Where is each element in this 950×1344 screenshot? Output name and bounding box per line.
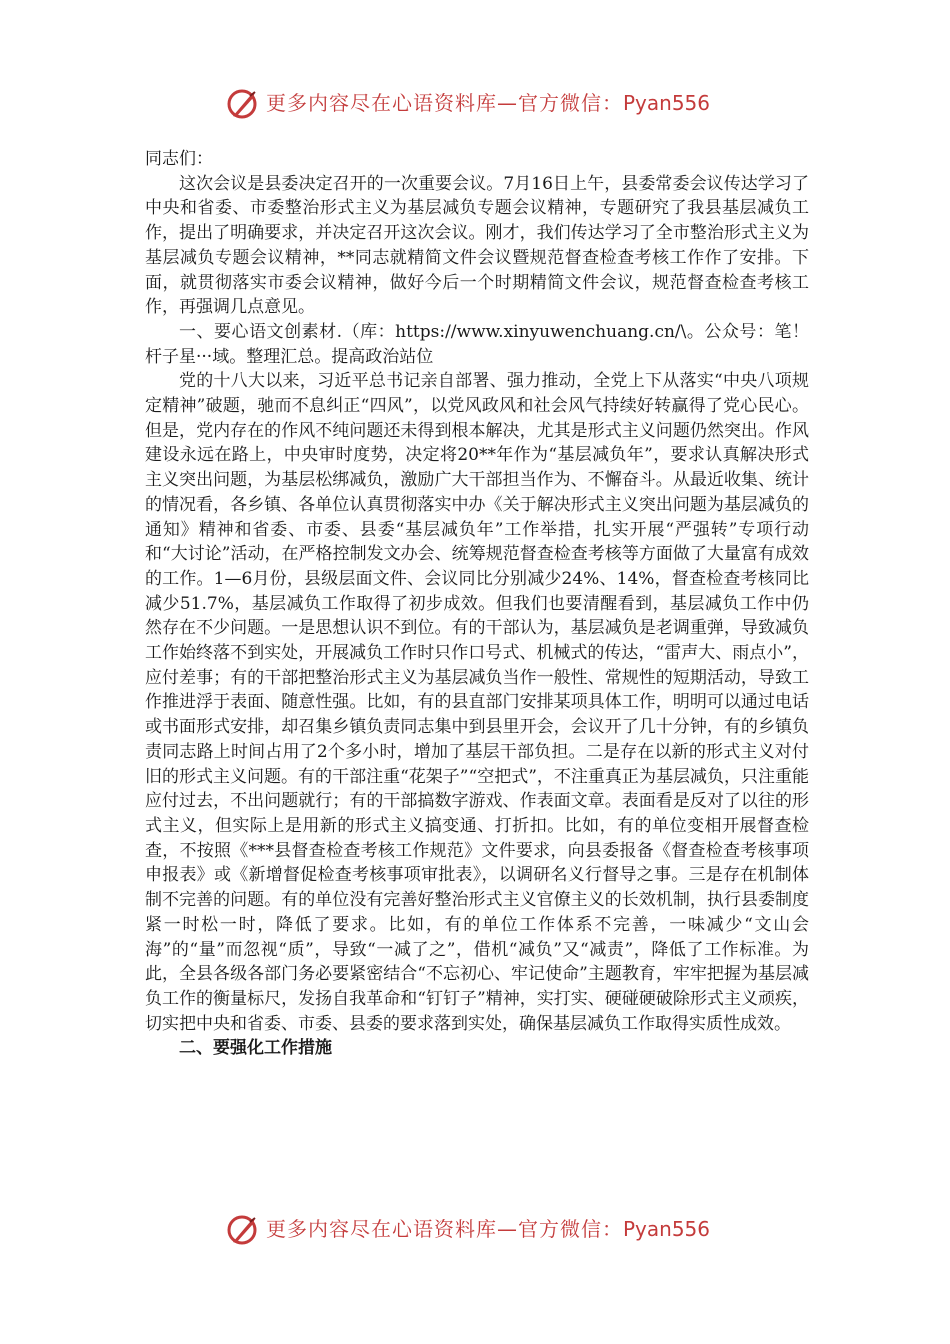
pen-logo-icon	[226, 1212, 262, 1248]
section-heading-2: 二、要强化工作措施	[179, 1038, 332, 1059]
header-banner	[0, 84, 950, 124]
header-wechat-id: Pyan556	[623, 91, 711, 115]
intro-paragraph: 这次会议是县委决定召开的一次重要会议。7月16日上午，县委常委会议传达学习了中央和省委、市委整治形式主义为基层减负专题会议精神，专题研究了我县基层减负工作，提出了明确要求，并决定召开这次会议。刚才，我们传达学习了全市整治形式主义为基层减负专题会议精神，**同志就精简文件会议暨规范督查检查考核工作作了安排。下面，就贯彻落实市委会议精神，做好今后一个时期精简文件会议，规范督查检查考核工作，再强调几点意见。	[145, 173, 809, 318]
body-paragraph-1: 党的十八大以来，习近平总书记亲自部署、强力推动，全党上下从落实“中央八项规定精神”破题，驰而不息纠正“四风”，以党风政风和社会风气持续好转赢得了党心民心。但是，党内存在的作风不纯问题还未得到根本解决，尤其是形式主义问题仍然突出。作风建设永远在路上，中央审时度势，决定将20**年作为“基层减负年”，要求认真解决形式主义突出问题，为基层松绑减负，激励广大干部担当作为、不懈奋斗。从最近收集、统计的情况看，各乡镇、各单位认真贯彻落实中办《关于解决形式主义突出问题为基层减负的通知》精神和省委、市委、县委“基层减负年”工作举措，扎实开展“严强转”专项行动和“大讨论”活动，在严格控制发文办会、统筹规范督查检查考核等方面做了大量富有成效的工作。1—6月份，县级层面文件、会议同比分别减少24%、14%，督查检查考核同比减少51.7%，基层减负工作取得了初步成效。但我们也要清醒看到，基层减负工作中仍然存在不少问题。一是思想认识不到位。有的干部认为，基层减负是老调重弹，导致减负工作始终落不到实处，开展减负工作时只作口号式、机械式的传达，“雷声大、雨点小”，应付差事；有的干部把整治形式主义为基层减负当作一般性、常规性的短期活动，导致工作推进浮于表面、随意性强。比如，有的县直部门安排某项具体工作，明明可以通过电话或书面形式安排，却召集乡镇负责同志集中到县里开会，会议开了几十分钟，有的乡镇负责同志路上时间占用了2个多小时，增加了基层干部负担。二是存在以新的形式主义对付旧的形式主义问题。有的干部注重“花架子”“空把式”，不注重真正为基层减负，只注重能应付过去，不出问题就行；有的干部搞数字游戏、作表面文章。表面看是反对了以往的形式主义，但实际上是用新的形式主义搞变通、打折扣。比如，有的单位变相开展督查检查，不按照《***县督查检查考核工作规范》文件要求，向县委报备《督查检查考核事项申报表》或《新增督促检查考核事项审批表》，以调研名义行督导之事。三是存在机制体制不完善的问题。有的单位没有完善好整治形式主义官僚主义的长效机制，执行县委制度紧一时松一时，降低了要求。比如，有的单位工作体系不完善，一味减少“文山会海”的“量”而忽视“质”，导致“一减了之”，借机“减负”又“减责”，降低了工作标准。为此，全县各级各部门务必要紧密结合“不忘初心、牢记使命”主题教育，牢牢把握为基层减负工作的衡量标尺，发扬自我革命和“钉钉子”精神，实打实、硬碰硬破除形式主义顽疾，切实把中央和省委、市委、县委的要求落到实处，确保基层减负工作取得实质性成效。	[145, 371, 809, 1034]
footer-banner-text: 更多内容尽在心语资料库—官方微信：Pyan556	[266, 1217, 711, 1241]
section-heading-1: 一、要心语文创素材.（库：https://www.xinyuwenchuang.cn/\。公众号：笔！杆子星···域。整理汇总。提高政治站位	[145, 321, 809, 367]
pen-logo-icon	[226, 86, 262, 122]
salutation: 同志们：	[145, 149, 213, 169]
footer-banner	[0, 1210, 950, 1250]
footer-wechat-id: Pyan556	[623, 1217, 711, 1241]
header-banner-text: 更多内容尽在心语资料库—官方微信：Pyan556	[266, 91, 711, 115]
document-body	[145, 147, 809, 1061]
